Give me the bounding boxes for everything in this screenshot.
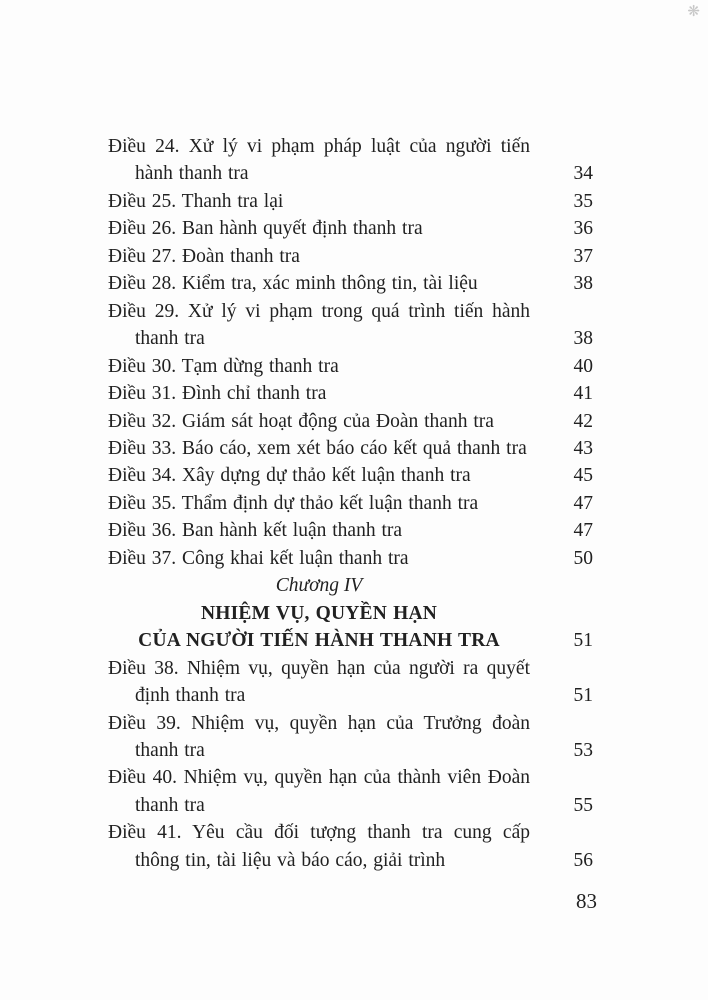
toc-entry	[108, 353, 593, 380]
toc-entry-title: Điều 39. Nhiệm vụ, quyền hạn của Trưởng đoàn thanh tra	[108, 712, 530, 761]
toc-entry-title: Điều 29. Xử lý vi phạm trong quá trình tiến hành thanh tra	[108, 300, 530, 350]
toc-entry	[108, 819, 593, 874]
toc-page-number: 53	[573, 739, 593, 761]
toc-entry	[108, 133, 593, 188]
toc-entry-title: Điều 24. Xử lý vi phạm pháp luật của người tiến hành thanh tra	[108, 136, 530, 185]
toc-entry-title: Điều 40. Nhiệm vụ, quyền hạn của thành viên Đoàn thanh tra	[108, 767, 530, 816]
toc-entry	[108, 408, 593, 435]
chapter-title	[108, 600, 530, 655]
toc-page-number: 38	[573, 328, 593, 350]
toc-entry-title: Điều 35. Thẩm định dự thảo kết luận thanh tra	[108, 492, 479, 514]
toc-page-number: 51	[573, 685, 593, 707]
toc-entry-title: Điều 33. Báo cáo, xem xét báo cáo kết quả thanh tra	[108, 437, 527, 459]
toc-entry-title: Điều 34. Xây dựng dự thảo kết luận thanh tra	[108, 465, 471, 487]
toc-page-number: 37	[573, 245, 593, 267]
toc-entry-title: Điều 26. Ban hành quyết định thanh tra	[108, 218, 423, 240]
page-number: 83	[576, 889, 597, 913]
toc-entry	[108, 490, 593, 517]
toc-entry	[108, 435, 593, 462]
toc-page-number: 40	[573, 355, 593, 377]
toc-page-number: 43	[573, 437, 593, 459]
toc-page-number: 36	[573, 218, 593, 240]
toc-page-number: 47	[573, 492, 593, 514]
toc-page-number: 56	[573, 849, 593, 871]
toc-page-number: 55	[573, 794, 593, 816]
toc-entry	[108, 188, 593, 215]
chapter-kicker: Chương IV	[275, 575, 363, 597]
toc-entry-title: Điều 30. Tạm dừng thanh tra	[108, 355, 339, 377]
toc-entry-title: Điều 41. Yêu cầu đối tượng thanh tra cung cấp thông tin, tài liệu và báo cáo, giải trình	[108, 822, 530, 871]
chapter-title-line-2: CỦA NGƯỜI TIẾN HÀNH THANH TRA	[138, 630, 500, 652]
toc-page-number: 50	[573, 547, 593, 569]
toc-page-number: 34	[573, 163, 593, 185]
toc-entry	[108, 517, 593, 544]
toc-entry	[108, 270, 593, 297]
toc-entry-title: Điều 36. Ban hành kết luận thanh tra	[108, 520, 403, 542]
toc-page-number: 45	[573, 465, 593, 487]
toc-entry-title: Điều 28. Kiểm tra, xác minh thông tin, tài liệu	[108, 273, 478, 295]
toc-entry	[108, 298, 593, 353]
toc-entry-title: Điều 32. Giám sát hoạt động của Đoàn thanh tra	[108, 410, 494, 432]
toc-page-number: 41	[573, 383, 593, 405]
toc-entry	[108, 655, 593, 710]
toc-entry	[108, 764, 593, 819]
toc-entry	[108, 710, 593, 765]
toc-entry-title: Điều 27. Đoàn thanh tra	[108, 245, 300, 267]
toc-entry	[108, 545, 593, 572]
chapter-title-line-1: NHIỆM VỤ, QUYỀN HẠN	[200, 602, 438, 624]
toc-entry	[108, 243, 593, 270]
toc-page-number: 51	[573, 630, 593, 652]
flower-decoration-icon: ❋	[687, 4, 700, 20]
toc-page-number: 47	[573, 520, 593, 542]
toc-entry-title: Điều 38. Nhiệm vụ, quyền hạn của người ra quyết định thanh tra	[108, 657, 530, 707]
toc-entry-title: Điều 37. Công khai kết luận thanh tra	[108, 547, 409, 569]
toc-page-number: 38	[573, 273, 593, 295]
toc-page-number: 35	[573, 190, 593, 212]
toc-entry	[108, 380, 593, 407]
toc-entry-title: Điều 25. Thanh tra lại	[108, 190, 284, 212]
toc-entry	[108, 215, 593, 242]
toc-list	[108, 133, 593, 874]
toc-entry	[108, 462, 593, 489]
toc-entry-title: Điều 31. Đình chỉ thanh tra	[108, 383, 327, 405]
toc-page-number: 42	[573, 410, 593, 432]
chapter-heading-row	[108, 600, 593, 655]
